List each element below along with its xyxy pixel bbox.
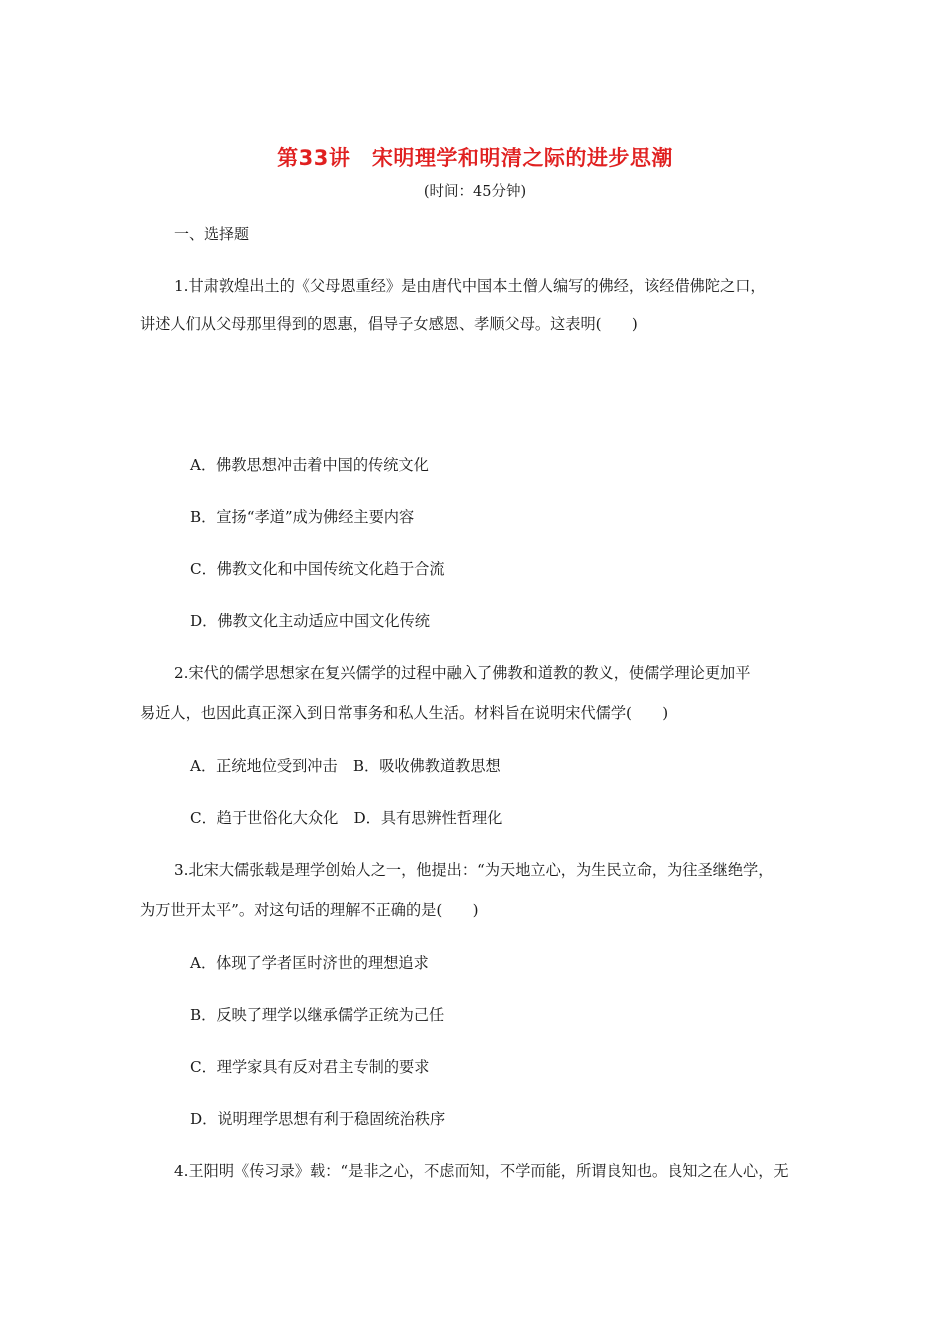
- question-2-options-ab: A．正统地位受到冲击 B．吸收佛教道教思想: [190, 757, 501, 775]
- question-3-option-c: C．理学家具有反对君主专制的要求: [190, 1058, 430, 1076]
- question-1-option-a: A．佛教思想冲击着中国的传统文化: [190, 456, 429, 474]
- question-1-line-1: 1.甘肃敦煌出土的《父母恩重经》是由唐代中国本土僧人编写的佛经，该经借佛陀之口，: [174, 277, 766, 295]
- question-3-option-a: A．体现了学者匡时济世的理想追求: [190, 954, 429, 972]
- question-1-option-d: D．佛教文化主动适应中国文化传统: [190, 612, 430, 630]
- section-heading: 一、选择题: [174, 225, 250, 243]
- question-4-line-1: 4.王阳明《传习录》载：“是非之心，不虑而知，不学而能，所谓良知也。良知之在人心，无: [174, 1162, 789, 1180]
- time-limit: (时间：45分钟): [423, 184, 527, 200]
- question-3-option-b: B．反映了理学以继承儒学正统为己任: [190, 1006, 445, 1024]
- question-2-line-2: 易近人，也因此真正深入到日常事务和私人生活。材料旨在说明宋代儒学( ): [140, 704, 669, 722]
- question-1-option-b: B．宣扬“孝道”成为佛经主要内容: [190, 508, 415, 526]
- question-1-option-c: C．佛教文化和中国传统文化趋于合流: [190, 560, 445, 578]
- question-3-line-2: 为万世开太平”。对这句话的理解不正确的是( ): [140, 901, 479, 919]
- question-1-line-2: 讲述人们从父母那里得到的恩惠，倡导子女感恩、孝顺父母。这表明( ): [140, 315, 638, 333]
- question-3-option-d: D．说明理学思想有利于稳固统治秩序: [190, 1110, 446, 1128]
- question-2-line-1: 2.宋代的儒学思想家在复兴儒学的过程中融入了佛教和道教的教义，使儒学理论更加平: [174, 664, 751, 682]
- page-title: 第33讲 宋明理学和明清之际的进步思潮: [277, 146, 673, 170]
- question-3-line-1: 3.北宋大儒张载是理学创始人之一，他提出：“为天地立心，为生民立命，为往圣继绝学，: [174, 861, 774, 879]
- question-2-options-cd: C．趋于世俗化大众化 D．具有思辨性哲理化: [190, 809, 503, 827]
